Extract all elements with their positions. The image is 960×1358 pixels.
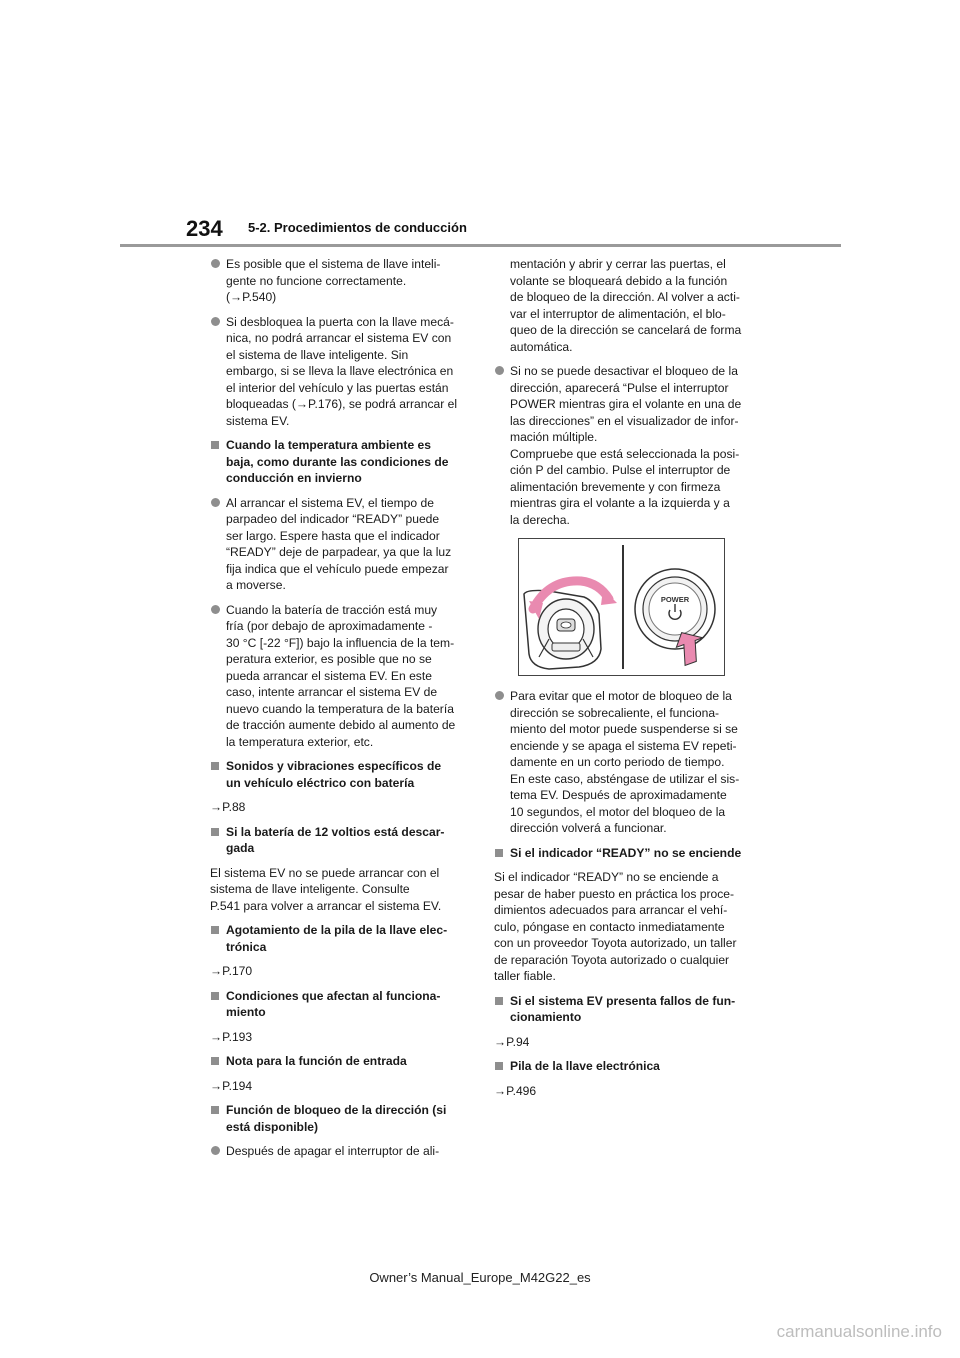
- heading-text: Agotamiento de la pila de la llave elec- trónica: [226, 923, 448, 954]
- cont-item: [494, 256, 752, 355]
- ref-item: [210, 1078, 468, 1095]
- bullet-dot: [211, 259, 220, 268]
- bullet-text: Si no se puede desactivar el bloqueo de la dirección, aparecerá “Pulse el interruptor POWER mientras gira el volante en una de las direcciones” en el visualizador de infor- mación múltiple. Compruebe que está seleccionada la posi- ción P del cambio. Pulse el interruptor de alimentación brevemente y con firmeza mientras gira el volante a la izquierda y a la derecha.: [510, 364, 742, 527]
- heading-item: [210, 437, 468, 487]
- heading-marker: [211, 762, 219, 770]
- power-button-label: POWER: [660, 595, 690, 604]
- ref-item: [494, 1083, 752, 1100]
- para-text: El sistema EV no se puede arrancar con el sistema de llave inteligente. Consulte P.541 para volver a arrancar el sistema EV.: [210, 865, 442, 913]
- heading-text: Pila de la llave electrónica: [510, 1059, 660, 1073]
- right-column: [494, 256, 752, 1107]
- bullet-dot: [211, 605, 220, 614]
- bullet-text: Al arrancar el sistema EV, el tiempo de parpadeo del indicador “READY” puede ser largo. Espere hasta que el indicador “READY” deje de parpadear, ya que la luz fija indica que el vehículo puede empezar a moverse.: [226, 495, 452, 592]
- heading-text: Nota para la función de entrada: [226, 1054, 407, 1068]
- heading-item: [494, 845, 752, 862]
- bullet-dot: [495, 366, 504, 375]
- heading-text: Si el indicador “READY” no se enciende: [510, 845, 742, 860]
- bullet-text: Cuando la batería de tracción está muy fría (por debajo de aproximadamente - 30 °C [-22 °F]) bajo la influencia de la tem- peratura exterior, es posible que no se pueda arrancar el sistema EV. En este caso, intente arrancar el sistema EV de nuevo cuando la temperatura de la batería de tracción aumente debido al aumento de la temperatura exterior, etc.: [226, 602, 456, 749]
- heading-marker: [211, 992, 219, 1000]
- bullet-text: Si desbloquea la puerta con la llave mecá- nica, no podrá arrancar el sistema EV con el sistema de llave inteligente. Sin embargo, si se lleva la llave electrónica en el interior del vehículo y las puertas están bloqueadas (→P.176), se podrá arrancar el sistema EV.: [226, 314, 458, 428]
- ref-text: →P.88: [210, 800, 246, 814]
- ref-text: →P.496: [494, 1083, 537, 1098]
- heading-text: Condiciones que afectan al funciona- miento: [226, 988, 441, 1019]
- heading-text: Si el sistema EV presenta fallos de fun- cionamiento: [510, 993, 736, 1024]
- heading-marker: [211, 1106, 219, 1114]
- page-number: 234: [186, 216, 223, 241]
- bullet-item: [210, 256, 468, 306]
- section-title: 5-2. Procedimientos de conducción: [248, 220, 467, 235]
- right-column-top: [494, 256, 752, 528]
- bullet-item: [494, 363, 752, 528]
- heading-text: Función de bloqueo de la dirección (si está disponible): [226, 1103, 447, 1134]
- left-column: [210, 256, 468, 1168]
- heading-item: [494, 993, 752, 1026]
- heading-item: [494, 1058, 752, 1075]
- bullet-item: [210, 495, 468, 594]
- bullet-text: Para evitar que el motor de bloqueo de la dirección se sobrecaliente, el funciona- miento del motor puede suspenderse si se enciende y se apaga el sistema EV repeti- damente en un corto periodo de tiempo. En este caso, absténgase de utilizar el sis- tema EV. Después de aproximadamente 10 segundos, el motor del bloqueo de la dirección volverá a funcionar.: [510, 689, 740, 835]
- heading-item: [210, 988, 468, 1021]
- bullet-dot: [211, 498, 220, 507]
- ref-item: [210, 1029, 468, 1046]
- heading-item: [210, 758, 468, 791]
- heading-text: Cuando la temperatura ambiente es baja, como durante las condiciones de conducción en invierno: [226, 438, 449, 485]
- bullet-item: [210, 602, 468, 751]
- heading-marker: [495, 1062, 503, 1070]
- para-item: [494, 869, 752, 985]
- bullet-text: Después de apagar el interruptor de ali-: [226, 1144, 440, 1158]
- para-text: Si el indicador “READY” no se enciende a pesar de haber puesto en práctica los proce- dimientos adecuados para arrancar el vehí- culo, póngase en contacto inmediatamente con un proveedor Toyota autorizado, un taller de reparación Toyota autorizado o cualquier taller fiable.: [494, 870, 737, 983]
- ref-text: →P.193: [210, 1029, 253, 1044]
- heading-text: Si la batería de 12 voltios está descar- gada: [226, 824, 445, 855]
- heading-marker: [211, 441, 219, 449]
- heading-marker: [211, 828, 219, 836]
- ref-text: →P.170: [210, 964, 253, 978]
- heading-marker: [495, 849, 503, 857]
- heading-item: [210, 922, 468, 955]
- bullet-dot: [211, 317, 220, 326]
- header-divider: [120, 244, 841, 247]
- bullet-dot: [495, 691, 504, 700]
- heading-marker: [495, 997, 503, 1005]
- footer-manual-name: Owner’s Manual_Europe_M42G22_es: [369, 1270, 591, 1285]
- bullet-item: [210, 314, 468, 430]
- ref-item: [210, 799, 468, 816]
- right-column-bottom: [494, 688, 752, 1099]
- heading-marker: [211, 1057, 219, 1065]
- figure-divider: [622, 545, 624, 669]
- heading-item: [210, 1102, 468, 1135]
- heading-item: [210, 1053, 468, 1070]
- watermark: carmanualsonline.info: [776, 1322, 942, 1341]
- bullet-text: Es posible que el sistema de llave inteli- gente no funcione correctamente. (→P.540): [226, 257, 441, 304]
- power-button-icon: [635, 569, 715, 649]
- cont-text: mentación y abrir y cerrar las puertas, el volante se bloqueará debido a la función de bloqueo de la dirección. Al volver a acti- var el interruptor de alimentación, el blo- queo de la dirección se cancelará de forma automática.: [510, 257, 742, 354]
- bullet-item: [494, 688, 752, 837]
- heading-item: [210, 824, 468, 857]
- bullet-item: [210, 1143, 468, 1160]
- ref-item: [494, 1034, 752, 1051]
- heading-text: Sonidos y vibraciones específicos de un vehículo eléctrico con batería: [226, 759, 442, 790]
- ref-item: [210, 963, 468, 980]
- para-item: [210, 865, 468, 915]
- bullet-dot: [211, 1146, 220, 1155]
- ref-text: →P.94: [494, 1034, 530, 1049]
- steering-lock-figure: [518, 538, 725, 676]
- ref-text: →P.194: [210, 1078, 253, 1093]
- heading-marker: [211, 926, 219, 934]
